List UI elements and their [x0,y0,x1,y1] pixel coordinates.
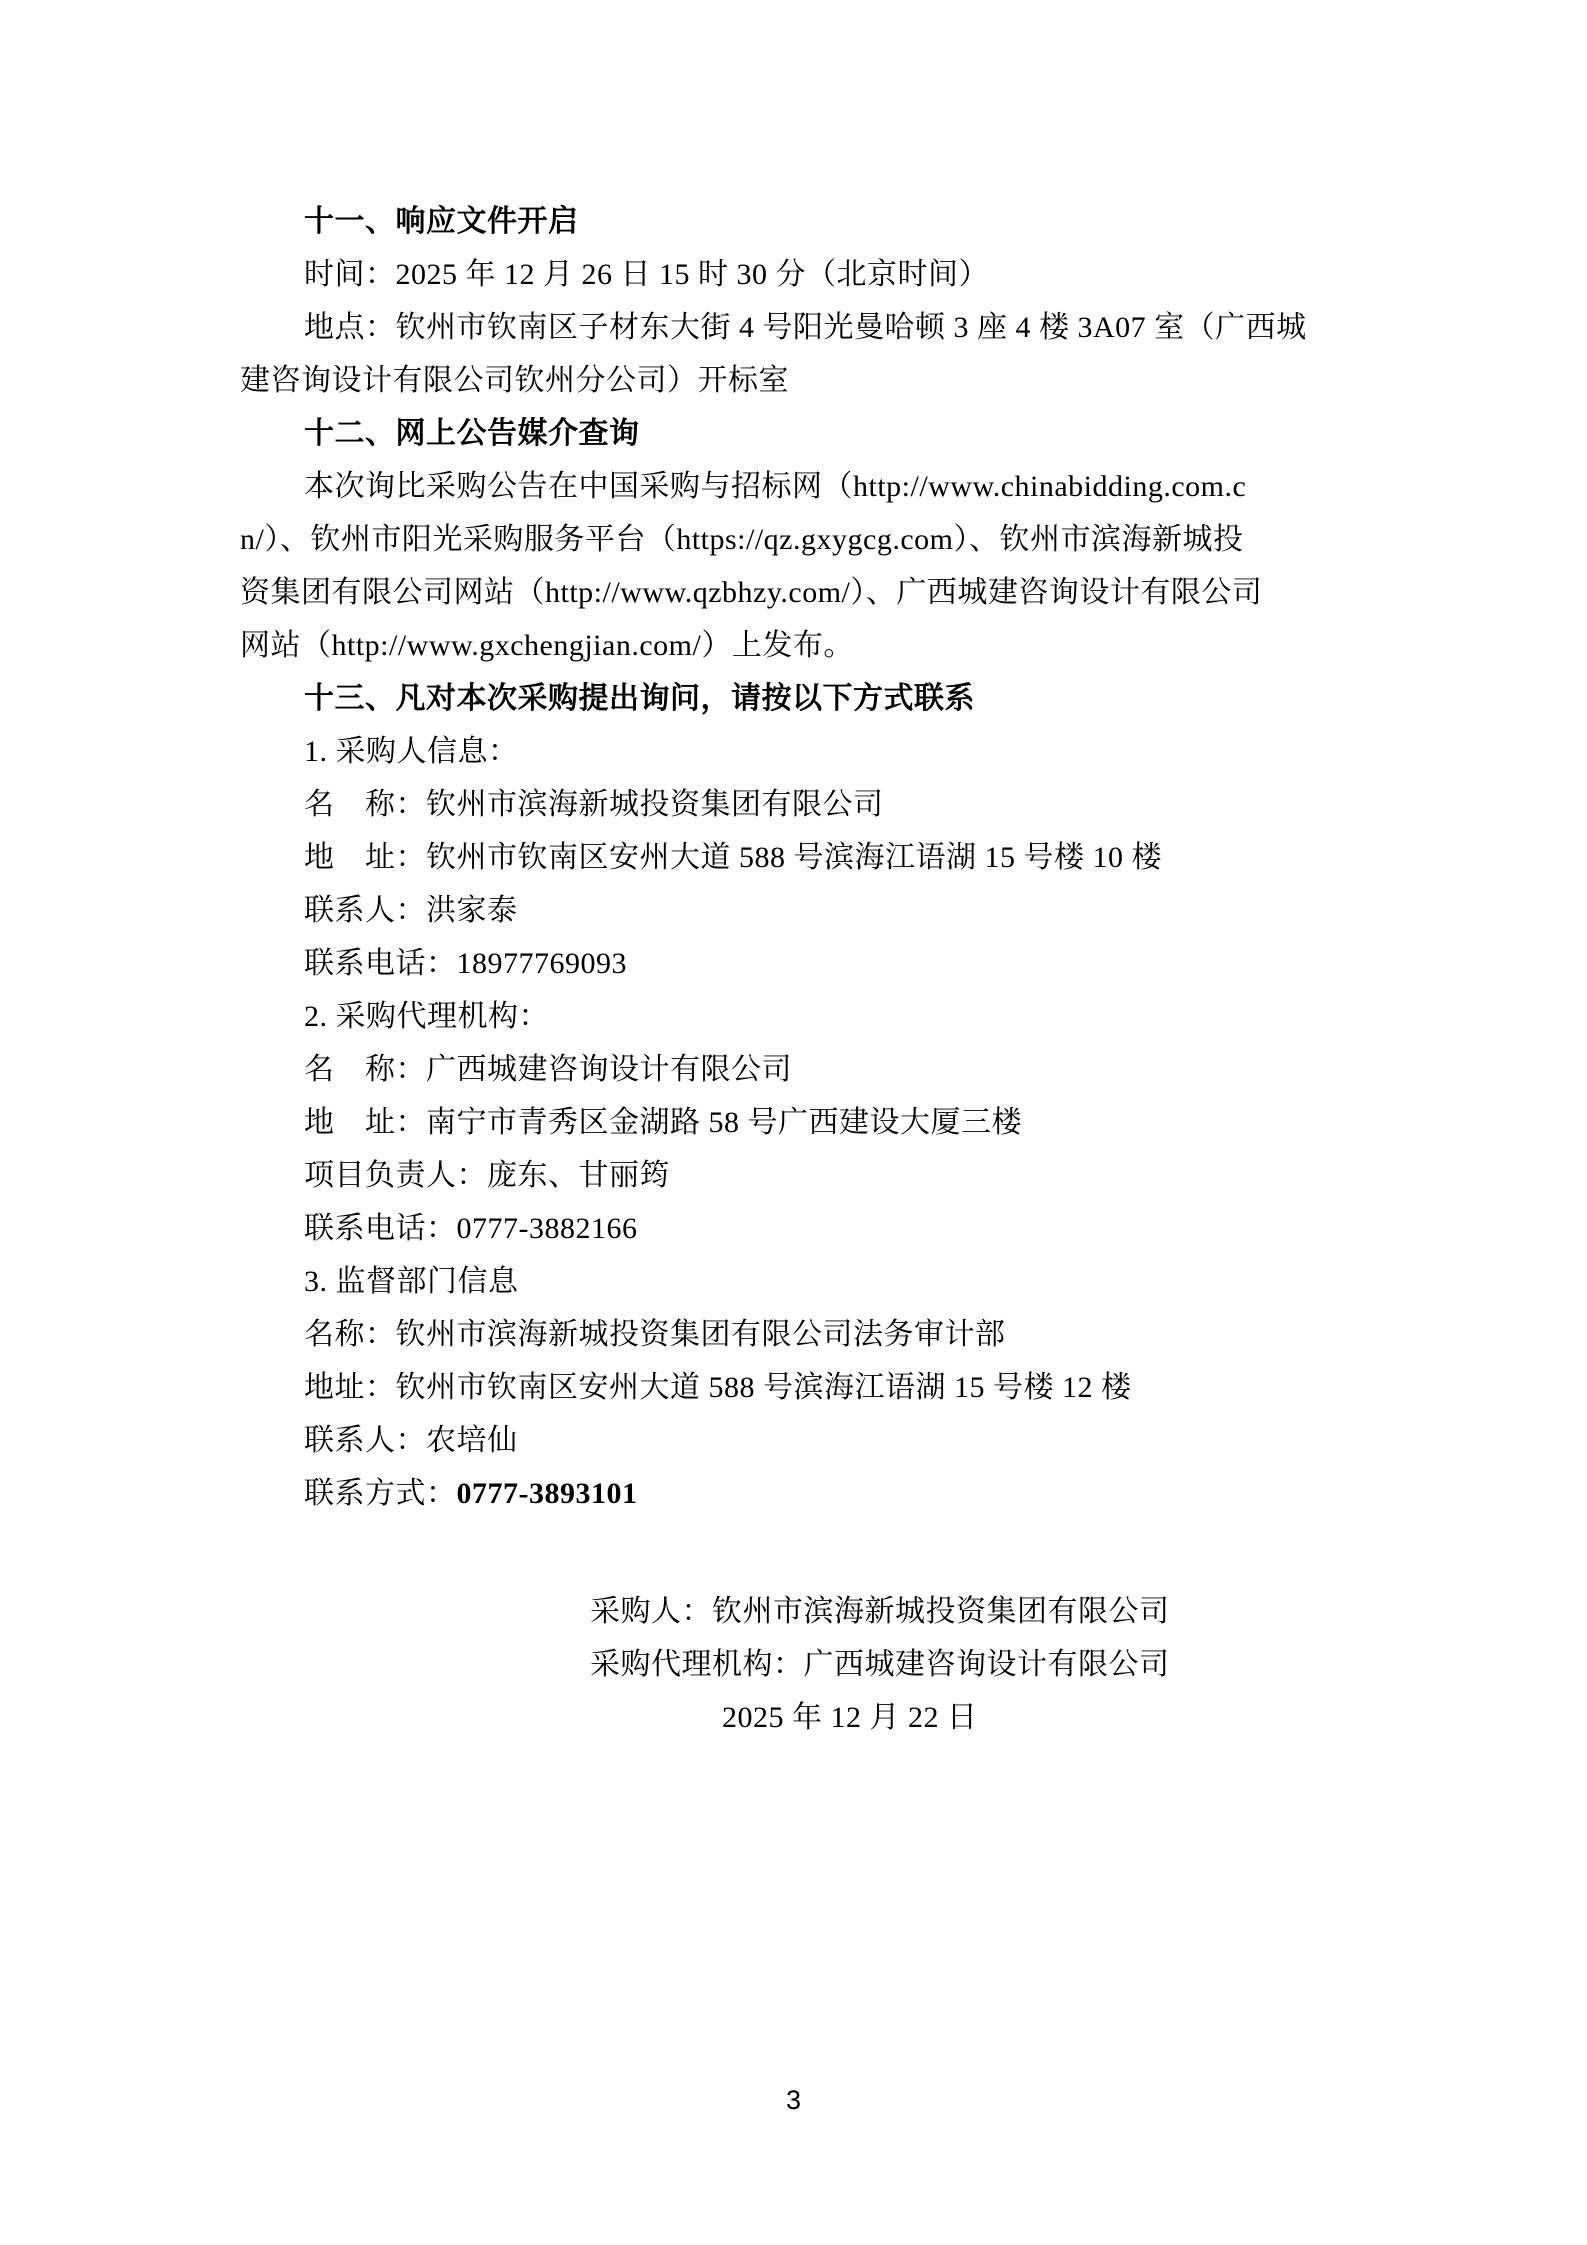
agency-info-title: 2. 采购代理机构： [304,1000,549,1033]
agency-address: 地 址：南宁市青秀区金湖路 58 号广西建设大厦三楼 [304,1106,1022,1139]
section-13-heading: 十三、凡对本次采购提出询问，请按以下方式联系 [304,682,975,715]
announcement-media-line-3: 资集团有限公司网站（http://www.qzbhzy.com/）、广西城建咨询设计有限公司 [240,576,1263,609]
opening-location-line-2: 建咨询设计有限公司钦州分公司）开标室 [240,364,789,397]
agency-phone: 联系电话：0777-3882166 [304,1212,638,1245]
document-body [240,195,1350,1744]
supervisor-name: 名称：钦州市滨海新城投资集团有限公司法务审计部 [304,1318,1006,1351]
announcement-media-line-4: 网站（http://www.gxchengjian.com/）上发布。 [240,629,854,662]
supervisor-phone-number: 0777-3893101 [456,1477,638,1510]
announcement-media-line-2: n/）、钦州市阳光采购服务平台（https://qz.gxygcg.com）、钦州市滨海新城投 [240,523,1244,556]
opening-location-line-1: 地点：钦州市钦南区子材东大街 4 号阳光曼哈顿 3 座 4 楼 3A07 室（广西城 [304,311,1307,344]
purchaser-contact: 联系人：洪家泰 [304,894,518,927]
supervisor-address: 地址：钦州市钦南区安州大道 588 号滨海江语湖 15 号楼 12 楼 [304,1371,1132,1404]
supervisor-phone-label: 联系方式： [304,1477,457,1510]
signature-agency: 采购代理机构：广西城建咨询设计有限公司 [590,1648,1170,1681]
supervisor-contact: 联系人：农培仙 [304,1424,518,1457]
opening-time-line: 时间：2025 年 12 月 26 日 15 时 30 分（北京时间） [304,258,989,291]
signature-gap [240,1520,1350,1585]
signature-date: 2025 年 12 月 22 日 [722,1701,978,1734]
supervisor-phone [240,1467,1350,1520]
section-12-heading: 十二、网上公告媒介查询 [304,417,640,450]
page-number: 3 [785,2085,802,2115]
purchaser-phone: 联系电话：18977769093 [304,947,627,980]
signature-purchaser: 采购人：钦州市滨海新城投资集团有限公司 [590,1595,1170,1628]
agency-project-manager: 项目负责人：庞东、甘丽筠 [304,1159,670,1192]
announcement-media-line-1: 本次询比采购公告在中国采购与招标网（http://www.chinabidding.com.c [304,470,1247,503]
purchaser-address: 地 址：钦州市钦南区安州大道 588 号滨海江语湖 15 号楼 10 楼 [304,841,1162,874]
purchaser-info-title: 1. 采购人信息： [304,735,519,768]
supervisor-info-title: 3. 监督部门信息 [304,1265,519,1298]
agency-name: 名 称：广西城建咨询设计有限公司 [304,1053,792,1086]
purchaser-name: 名 称：钦州市滨海新城投资集团有限公司 [304,788,884,821]
section-11-heading: 十一、响应文件开启 [304,205,579,238]
